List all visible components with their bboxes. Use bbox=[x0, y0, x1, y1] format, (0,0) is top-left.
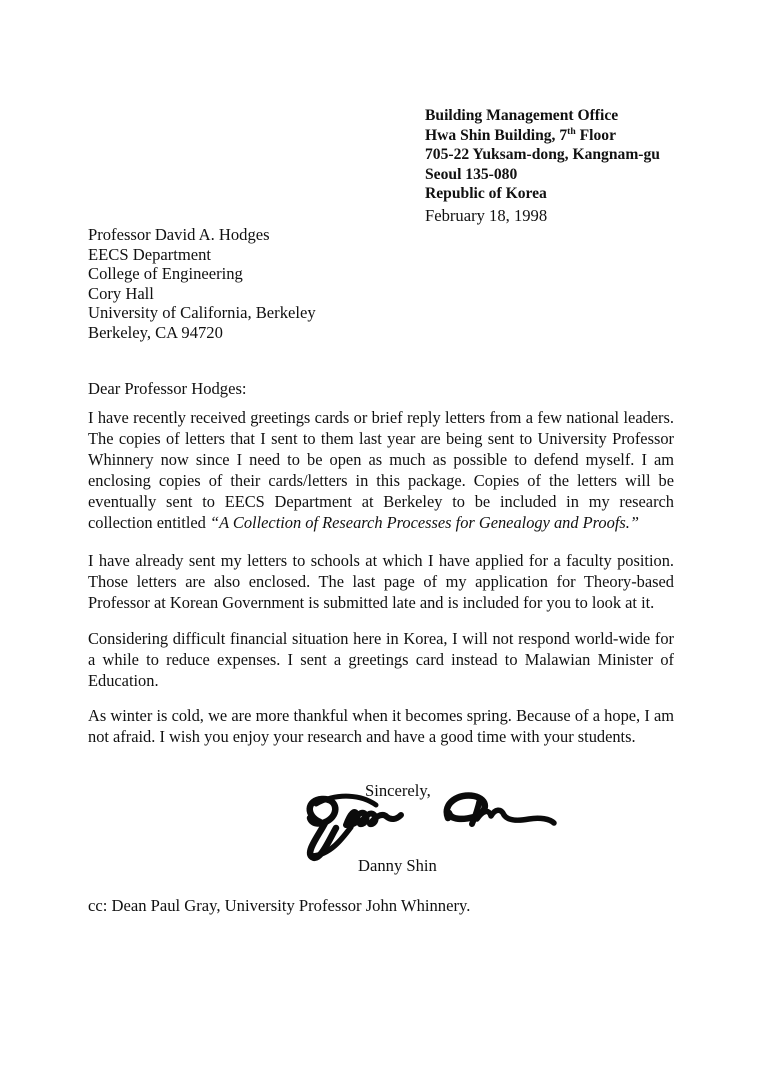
body-paragraph-3: Considering difficult financial situation here in Korea, I will not respond world-wide for a while to reduce expenses. I sent a greetings card instead to Malawian Minister of Education. bbox=[88, 629, 674, 690]
recipient-line: Berkeley, CA 94720 bbox=[88, 322, 223, 342]
recipient-line: College of Engineering bbox=[88, 264, 243, 283]
sender-line: Hwa Shin Building, 7th Floor bbox=[425, 125, 617, 144]
paragraph-text: I have recently received greetings cards or brief reply letters from a few national leaders. The copies of letters that I sent to them last year are being sent to University Professor Whinnery now since I need to be open as much as possible to defend myself. I am enclosing copies of their cards/letters in this package. Copies of the letters will be eventually sent to EECS Department at Berkeley to be included in my research collection entitled bbox=[88, 408, 674, 532]
recipient-line: EECS Department bbox=[88, 244, 212, 264]
salutation: Dear Professor Hodges: bbox=[88, 379, 247, 398]
sender-address-block bbox=[425, 106, 660, 204]
research-collection-title: “A Collection of Research Processes for Genealogy and Proofs.” bbox=[209, 513, 639, 532]
sender-line: 705-22 Yuksam-dong, Kangnam-gu bbox=[425, 146, 660, 164]
recipient-line: Cory Hall bbox=[88, 283, 154, 303]
body-paragraph-4: As winter is cold, we are more thankful when it becomes spring. Because of a hope, I am not afraid. I wish you enjoy your research and have a good time with your students. bbox=[88, 706, 674, 746]
letter-date: February 18, 1998 bbox=[425, 206, 548, 225]
body-paragraph-2: I have already sent my letters to schools at which I have applied for a faculty position. Those letters are also enclosed. The last page of my application for Theory-based Professor at Korean Government is submitted late and is included for you to look at it. bbox=[88, 551, 674, 612]
cc-line: cc: Dean Paul Gray, University Professor John Whinnery. bbox=[88, 896, 471, 915]
sender-line: Seoul 135-080 bbox=[425, 165, 518, 183]
recipient-address-block bbox=[88, 225, 316, 342]
ordinal-superscript: th bbox=[567, 125, 576, 137]
handwritten-signature-icon bbox=[296, 792, 558, 866]
body-paragraph-1 bbox=[88, 407, 674, 533]
signed-name: Danny Shin bbox=[358, 856, 437, 875]
sender-line: Building Management Office bbox=[425, 107, 619, 124]
closing-sincerely: Sincerely, bbox=[365, 781, 431, 800]
recipient-line: Professor David A. Hodges bbox=[88, 225, 270, 244]
sender-line: Republic of Korea bbox=[425, 185, 547, 203]
recipient-line: University of California, Berkeley bbox=[88, 303, 316, 322]
